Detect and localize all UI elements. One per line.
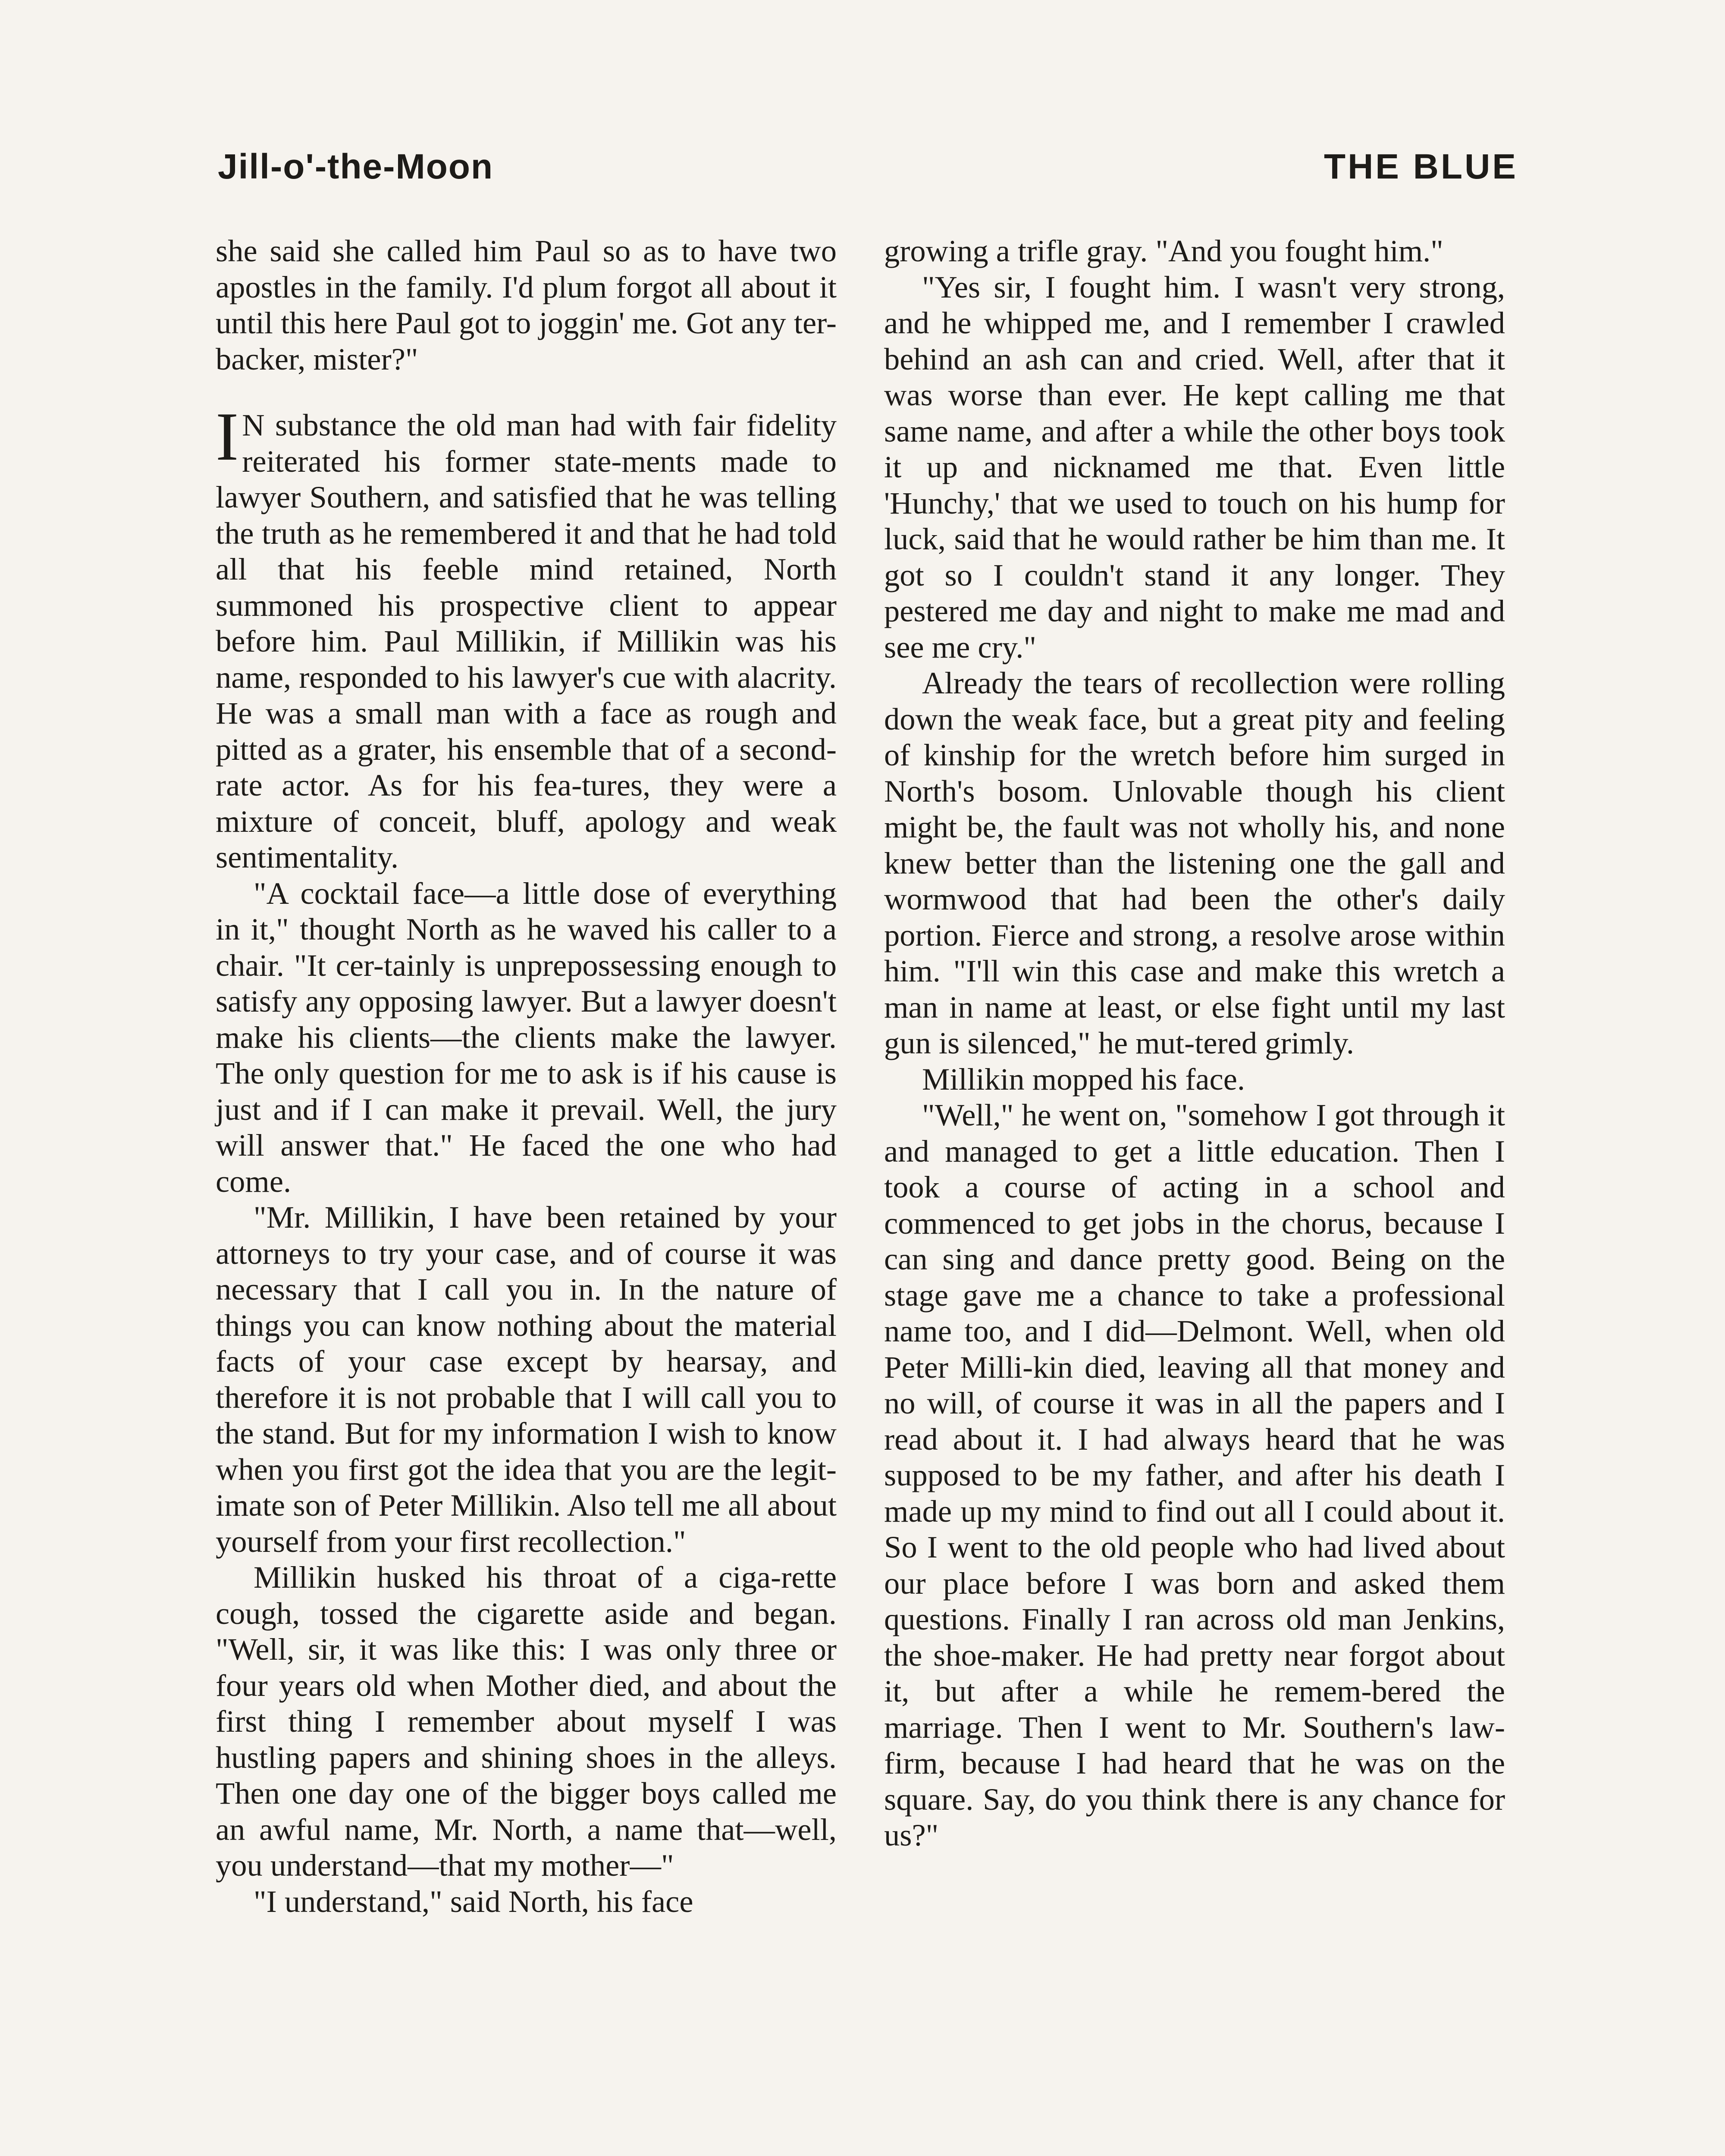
- right-column: [884, 233, 1505, 1853]
- paragraph-text: N substance the old man had with fair fidelity reiterated his former state-ments made to lawyer Southern, and satisfied that he was telling the truth as he remembered it and that he had told all that his feeble mind retained, North summoned his prospective client to appear before him. Paul Millikin, if Millikin was his name, responded to his lawyer's cue with alacrity. He was a small man with a face as rough and pitted as a grater, his ensemble that of a second-rate actor. As for his fea-tures, they were a mixture of conceit, bluff, apology and weak sentimentality.: [216, 407, 837, 874]
- left-column: [216, 233, 837, 1919]
- paragraph: Millikin husked his throat of a ciga-rette cough, tossed the cigarette aside and began. "Well, sir, it was like this: I was only three or four years old when Mother died, and about the first thing I remember about myself I was hustling papers and shining shoes in the alleys. Then one day one of the bigger boys called me an awful name, Mr. North, a name that—well, you understand—that my mother—": [216, 1560, 837, 1883]
- paragraph: she said she called him Paul so as to have two apostles in the family. I'd plum forgot all about it until this here Paul got to joggin' me. Got any ter-backer, mister?": [216, 233, 837, 376]
- paragraph: "A cocktail face—a little dose of everything in it," thought North as he waved his caller to a chair. "It cer-tainly is unprepossessing enough to satisfy any opposing lawyer. But a lawyer doesn't make his clients—the clients make the lawyer. The only question for me to ask is if his cause is just and if I can make it prevail. Well, the jury will answer that." He faced the one who had come.: [216, 875, 837, 1199]
- paragraph: Already the tears of recollection were rolling down the weak face, but a great pity and feeling of kinship for the wretch before him surged in North's bosom. Unlovable though his client might be, the fault was not wholly his, and none knew better than the listening one the gall and wormwood that had been the other's daily portion. Fierce and strong, a resolve arose within him. "I'll win this case and make this wretch a man in name at least, or else fight until my last gun is silenced," he mut-tered grimly.: [884, 665, 1505, 1060]
- paragraph: "Yes sir, I fought him. I wasn't very strong, and he whipped me, and I remember I crawled behind an ash can and cried. Well, after that it was worse than ever. He kept calling me that same name, and after a while the other boys took it up and nicknamed me that. Even little 'Hunchy,' that we used to touch on his hump for luck, said that he would rather be him than me. It got so I couldn't stand it any longer. They pestered me day and night to make me mad and see me cry.": [884, 269, 1505, 664]
- paragraph: growing a trifle gray. "And you fought him.": [884, 233, 1443, 268]
- paragraph: "Mr. Millikin, I have been retained by your attorneys to try your case, and of course it was necessary that I call you in. In the nature of things you can know nothing about the material facts of your case except by hearsay, and therefore it is not probable that I will call you to the stand. But for my information I wish to know when you first got the idea that you are the legit-imate son of Peter Millikin. Also tell me all about yourself from your first recollection.": [216, 1200, 837, 1559]
- paragraph-with-dropcap: [216, 398, 837, 875]
- magazine-title: THE BLUE: [1324, 147, 1518, 186]
- drop-cap: I: [216, 398, 239, 475]
- running-header: [218, 147, 1518, 198]
- story-title: Jill-o'-the-Moon: [218, 147, 494, 186]
- paragraph: Millikin mopped his face.: [922, 1061, 1245, 1097]
- paragraph: "I understand," said North, his face: [254, 1883, 693, 1919]
- paragraph: "Well," he went on, "somehow I got through it and managed to get a little education. Then I took a course of acting in a school and commenced to get jobs in the chorus, because I can sing and dance pretty good. Being on the stage gave me a chance to take a professional name too, and I did—Delmont. Well, when old Peter Milli-kin died, leaving all that money and no will, of course it was in all the papers and I read about it. I had always heard that he was supposed to be my father, and after his death I made up my mind to find out all I could about it. So I went to the old people who had lived about our place before I was born and asked them questions. Finally I ran across old man Jenkins, the shoe-maker. He had pretty near forgot about it, but after a while he remem-bered the marriage. Then I went to Mr. Southern's law-firm, because I had heard that he was on the square. Say, do you think there is any chance for us?": [884, 1097, 1505, 1852]
